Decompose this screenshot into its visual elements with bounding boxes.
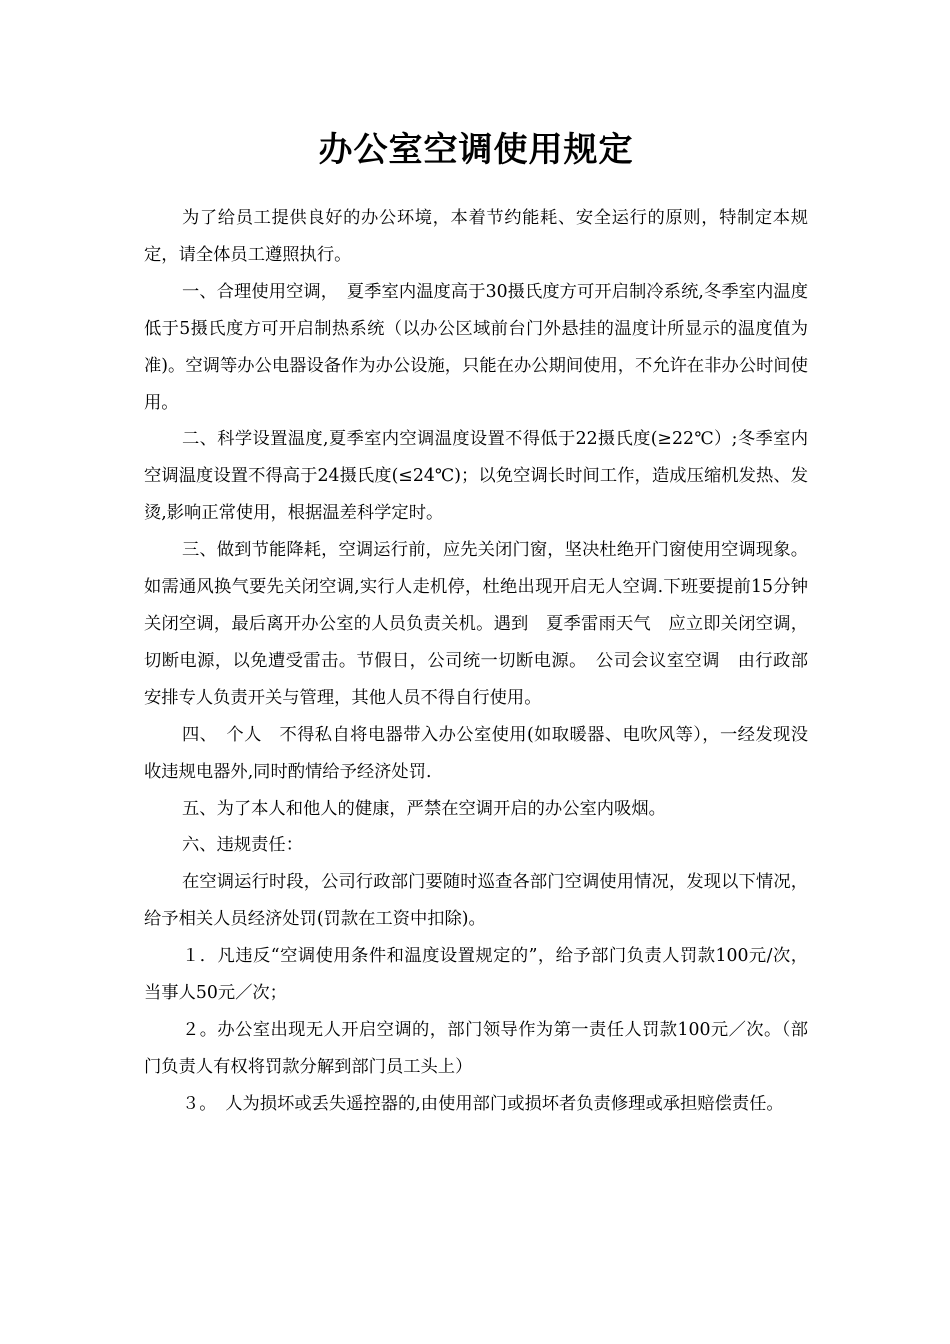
section-4-paragraph: 四、 个人 不得私自将电器带入办公室使用(如取暖器、电吹风等），一经发现没收违规电器外,同时酌情给予经济处罚. bbox=[144, 724, 808, 782]
section-1-paragraph: 一、合理使用空调， 夏季室内温度高于30摄氏度方可开启制冷系统,冬季室内温度低于5摄氏度方可开启制热系统（以办公区域前台门外悬挂的温度计所显示的温度值为准)。空调等办公电器设备作为办公设施，只能在办公期间使用，不允许在非办公时间使用。 bbox=[144, 281, 808, 413]
section-6-intro: 在空调运行时段，公司行政部门要随时巡查各部门空调使用情况，发现以下情况，给予相关人员经济处罚(罚款在工资中扣除)。 bbox=[144, 872, 808, 930]
penalty-item-1: １．凡违反“空调使用条件和温度设置规定的”，给予部门负责人罚款100元/次，当事人50元／次； bbox=[144, 946, 808, 1004]
penalty-item-2: ２。办公室出现无人开启空调的，部门领导作为第一责任人罚款100元／次。（部门负责人有权将罚款分解到部门员工头上） bbox=[144, 1019, 808, 1077]
intro-paragraph: 为了给员工提供良好的办公环境，本着节约能耗、安全运行的原则，特制定本规定，请全体员工遵照执行。 bbox=[144, 208, 808, 265]
section-5-paragraph: 五、为了本人和他人的健康，严禁在空调开启的办公室内吸烟。 bbox=[182, 798, 666, 819]
document-page bbox=[144, 130, 808, 1123]
document-title: 办公室空调使用规定 bbox=[318, 130, 634, 170]
section-2-paragraph: 二、科学设置温度,夏季室内空调温度设置不得低于22摄氏度(≥22℃）;冬季室内空调温度设置不得高于24摄氏度(≤24℃)；以免空调长时间工作，造成压缩机发热、发烫,影响正常使用，根据温差科学定时。 bbox=[144, 429, 808, 524]
section-3-paragraph: 三、做到节能降耗，空调运行前，应先关闭门窗，坚决杜绝开门窗使用空调现象。如需通风换气要先关闭空调,实行人走机停，杜绝出现开启无人空调.下班要提前15分钟关闭空调，最后离开办公室的人员负责关机。遇到 夏季雷雨天气 应立即关闭空调，切断电源，以免遭受雷击。节假日，公司统一切断电源。 公司会议室空调 由行政部安排专人负责开关与管理，其他人员不得自行使用。 bbox=[144, 540, 808, 708]
penalty-item-3: ３。 人为损坏或丢失遥控器的,由使用部门或损坏者负责修理或承担赔偿责任。 bbox=[182, 1093, 784, 1114]
section-6-heading: 六、违规责任： bbox=[182, 835, 303, 856]
